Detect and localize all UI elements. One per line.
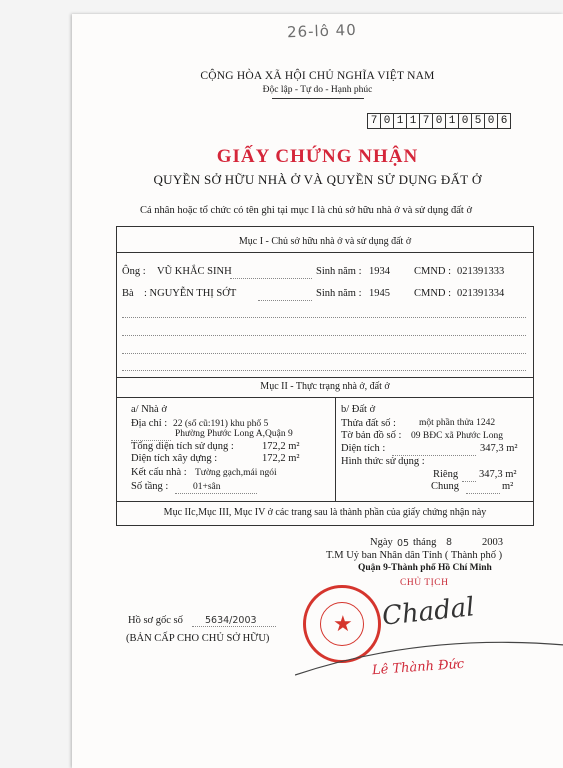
usage-label: Hình thức sử dụng : — [341, 456, 425, 467]
private-label: Riêng — [433, 469, 459, 480]
owner1-birth-label: Sinh năm : — [316, 266, 362, 277]
date-day: 05 — [397, 538, 410, 549]
serial-digit: 1 — [445, 113, 459, 129]
serial-digit: 0 — [484, 113, 498, 129]
owner1-id: 021391333 — [457, 266, 505, 277]
dotted-line — [122, 317, 526, 318]
land-label: b/ Đất ở — [341, 404, 376, 415]
structure-value: Tường gạch,mái ngói — [195, 468, 277, 478]
signature-image: Chadal — [380, 592, 476, 632]
structure-label: Kết cấu nhà : — [131, 467, 187, 478]
serial-digit: 1 — [393, 113, 407, 129]
owner1-birth: 1934 — [369, 266, 390, 277]
total-area-label: Tổng diện tích sử dụng : — [131, 441, 234, 452]
dotted-line — [258, 300, 312, 301]
dotted-line — [175, 493, 257, 494]
owner2-name: : NGUYỄN THỊ SỚT — [144, 288, 237, 299]
document-subtitle: QUYỀN SỞ HỮU NHÀ Ở VÀ QUYỀN SỬ DỤNG ĐẤT Ở — [153, 172, 482, 187]
authority-line1: T.M Uỷ ban Nhân dân Tỉnh ( Thành phố ) — [326, 550, 503, 561]
dotted-line — [462, 481, 476, 482]
national-motto: Độc lập - Tự do - Hạnh phúc — [262, 85, 373, 95]
section2-column-divider — [335, 397, 336, 501]
document-title: GIẤY CHỨNG NHẬN — [216, 146, 419, 167]
section1-divider — [116, 252, 534, 253]
footer-divider — [116, 501, 534, 502]
floors-value: 01+sân — [193, 482, 221, 492]
build-area-label: Diện tích xây dựng : — [131, 453, 218, 464]
serial-digit: 7 — [419, 113, 433, 129]
serial-digit: 0 — [380, 113, 394, 129]
section2-heading: Mục II - Thực trạng nhà ở, đất ở — [260, 381, 390, 392]
date-year: 2003 — [482, 537, 503, 548]
address-value: 22 (số cũ:191) khu phố 5 — [173, 419, 269, 429]
owner1-prefix: Ông : — [122, 266, 146, 277]
floors-label: Số tầng : — [131, 481, 169, 492]
total-area-value: 172,2 m² — [262, 441, 300, 452]
star-icon: ★ — [333, 611, 353, 636]
dotted-line — [122, 353, 526, 354]
map-label: Tờ bản đồ số : — [341, 430, 402, 441]
parcel-value: một phần thửa 1242 — [419, 418, 496, 428]
serial-digit: 6 — [497, 113, 511, 129]
owner2-birth-label: Sinh năm : — [316, 288, 362, 299]
section2-top-divider — [116, 377, 534, 378]
owner2-id: 021391334 — [457, 288, 505, 299]
serial-digit: 0 — [458, 113, 472, 129]
dotted-line — [122, 335, 526, 336]
serial-number — [368, 113, 511, 129]
shared-value: m² — [502, 481, 514, 492]
authority-line2: Quận 9-Thành phố Hồ Chí Minh — [358, 563, 492, 573]
dotted-line — [192, 626, 276, 627]
land-area-label: Diện tích : — [341, 443, 386, 454]
owner1-id-label: CMND : — [414, 266, 452, 277]
address-label: Địa chỉ : — [131, 418, 168, 429]
owner2-id-label: CMND : — [414, 288, 452, 299]
date-day-label: Ngày — [370, 537, 393, 548]
private-value: 347,3 m² — [479, 469, 517, 480]
build-area-value: 172,2 m² — [262, 453, 300, 464]
copy-note: (BẢN CẤP CHO CHỦ SỞ HỮU) — [126, 633, 270, 644]
owner2-prefix: Bà — [122, 288, 134, 299]
country-name: CỘNG HÒA XÃ HỘI CHỦ NGHĨA VIỆT NAM — [200, 70, 435, 82]
motto-underline — [272, 98, 364, 99]
file-label: Hồ sơ gốc số — [128, 615, 183, 626]
signer-name: Lê Thành Đức — [371, 656, 465, 679]
address-line2: Phường Phước Long A,Quận 9 — [175, 429, 293, 439]
dotted-line — [230, 278, 312, 279]
section2-divider — [116, 397, 534, 398]
section1-heading: Mục I - Chủ sở hữu nhà ở và sử dụng đất ở — [238, 236, 412, 247]
owner2-birth: 1945 — [369, 288, 390, 299]
handwritten-number: 26-lô 40 — [286, 20, 357, 42]
file-number: 5634/2003 — [205, 615, 257, 626]
date-month-label: tháng — [413, 537, 437, 548]
parcel-label: Thửa đất số : — [341, 418, 396, 429]
date-month: 8 — [446, 537, 453, 548]
footer-note: Mục IIc,Mục III, Mục IV ở các trang sau là thành phần của giấy chứng nhận này — [163, 507, 487, 518]
dotted-line — [466, 493, 500, 494]
house-label: a/ Nhà ở — [131, 404, 167, 415]
serial-digit: 5 — [471, 113, 485, 129]
serial-digit: 0 — [432, 113, 446, 129]
intro-text: Cá nhân hoặc tổ chức có tên ghi tại mục I là chủ sở hữu nhà ở và sử dụng đất ở — [140, 205, 473, 216]
dotted-line — [122, 370, 526, 371]
authority-role: CHỦ TỊCH — [400, 578, 449, 588]
serial-digit: 7 — [367, 113, 381, 129]
land-area-value: 347,3 m² — [480, 443, 518, 454]
serial-digit: 1 — [406, 113, 420, 129]
owner1-name: VŨ KHẮC SINH — [157, 266, 232, 277]
shared-label: Chung — [431, 481, 460, 492]
map-value: 09 BĐC xã Phước Long — [411, 431, 503, 441]
